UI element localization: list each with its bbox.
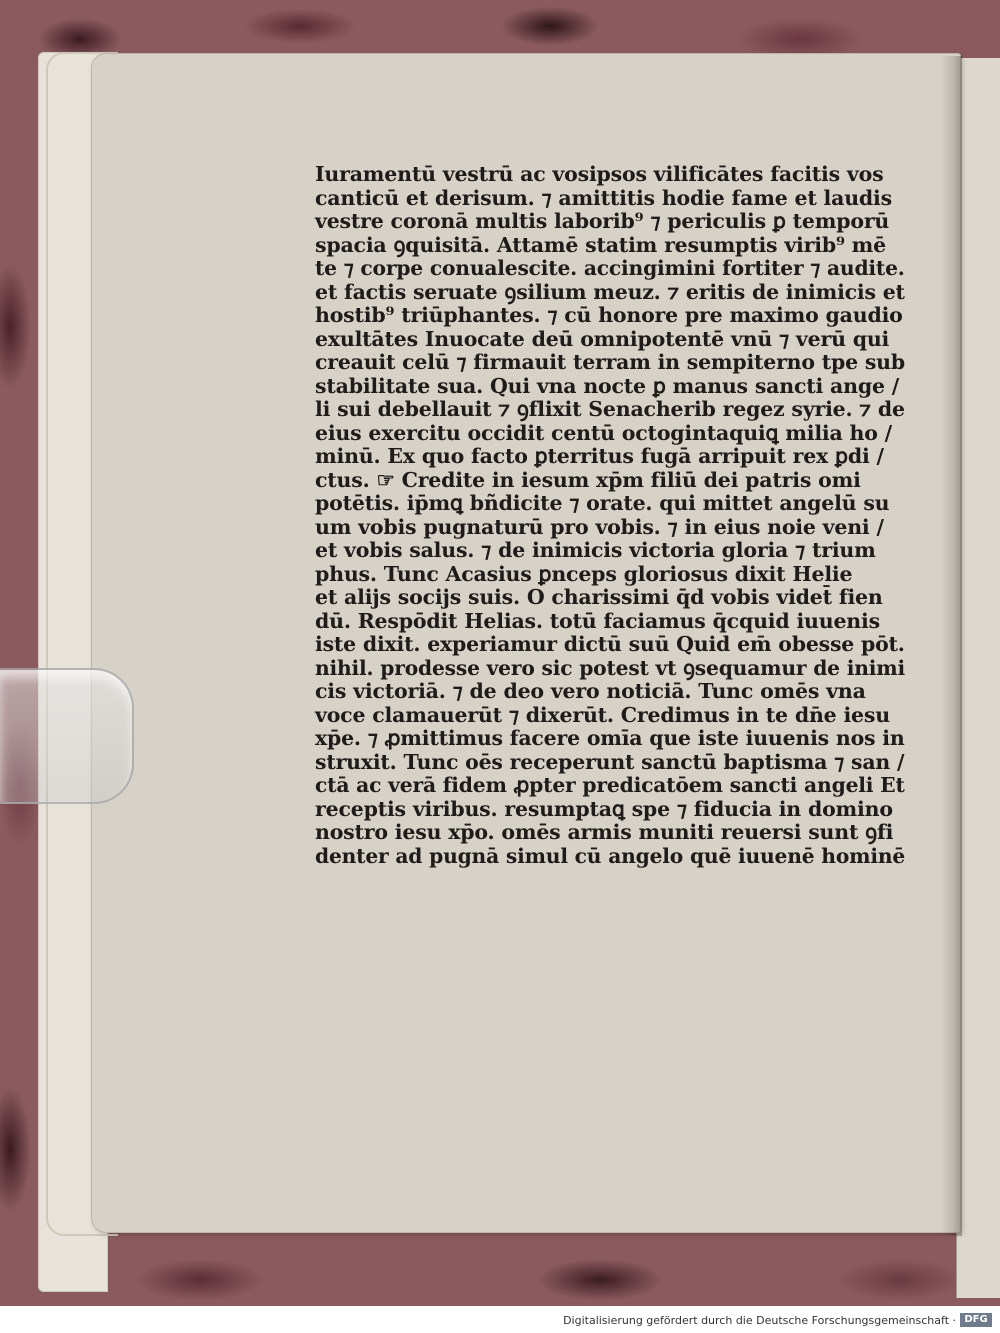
text-line: minū. Ex quo facto ꝑterritus fugā arripuit rex ꝑdi / (315, 444, 884, 468)
text-line: hostib⁹ triūphantes. ⁊ cū honore pre maximo gaudio (315, 303, 903, 327)
text-line: receptis viribus. resumptaꝗ spe ⁊ fiducia in domino (315, 796, 893, 821)
text-line: nostro iesu xp̄o. omēs armis muniti reuersi sunt ꝯfi (315, 820, 894, 844)
text-line: ctus. ☞ Credite in iesum xp̄m filiū dei patris omi (315, 467, 861, 492)
text-line: te ⁊ corpe conualescite. accingimini fortiter ⁊ audite. (315, 256, 905, 280)
text-line: creauit celū ⁊ firmauit terram in sempiterno tpe sub (315, 350, 905, 374)
text-line: um vobis pugnaturū pro vobis. ⁊ in eius noie veni / (315, 514, 884, 539)
text-line: et vobis salus. ⁊ de inimicis victoria gloria ⁊ trium (315, 538, 876, 562)
text-line: exultātes Inuocate deū omnipotentē vnū ⁊ verū qui (315, 326, 890, 351)
funding-credit: Digitalisierung gefördert durch die Deutsche Forschungsgemeinschaft · (563, 1314, 956, 1327)
text-line: nihil. prodesse vero sic potest vt ꝯsequamur de inimi (315, 655, 905, 680)
text-line: canticū et derisum. ⁊ amittitis hodie fame et laudis (315, 185, 892, 210)
text-line: struxit. Tunc oēs receperunt sanctū baptisma ⁊ san / (315, 749, 905, 774)
blackletter-text-block (315, 163, 905, 868)
text-line: voce clamauerūt ⁊ dixerūt. Credimus in te dn̄e iesu (315, 702, 890, 727)
text-line: et factis seruate ꝯsilium meuz. ⁊ eritis de inimicis et (315, 279, 905, 304)
dfg-logo: DFG (960, 1313, 992, 1327)
text-line: et alijs socijs suis. O charissimi q̄d vobis videt̄ fien (315, 585, 883, 609)
text-line: phus. Tunc Acasius ꝑnceps gloriosus dixit Helie (315, 561, 853, 586)
text-line: li sui debellauit ⁊ ꝯflixit Senacherib regez syrie. ⁊ de (315, 397, 905, 421)
text-line: eius exercitu occidit centū octogintaquiꝗ milia ho / (315, 420, 892, 445)
text-line: vestre coronā multis laborib⁹ ⁊ periculis ꝑ temporū (315, 209, 890, 233)
text-line: spacia ꝯquisitā. Attamē statim resumptis virib⁹ mē (315, 232, 886, 257)
text-line: ctā ac verā fidem ꝓpter predicatōem sancti angeli Et (315, 773, 905, 797)
text-line: potētis. ip̄mꝗ bñdicite ⁊ orate. qui mittet angelū su (315, 491, 890, 515)
text-line: iste dixit. experiamur dictū suū Quid em̄ obesse pōt. (315, 632, 905, 656)
plastic-page-clip (0, 668, 134, 804)
text-line: xp̄e. ⁊ ꝓmittimus facere omīa que iste iuuenis nos in (315, 726, 905, 750)
text-line: denter ad pugnā simul cū angelo quē iuuenē hominē (315, 843, 906, 868)
text-line: cis victoriā. ⁊ de deo vero noticiā. Tunc omēs vna (315, 679, 866, 703)
gutter-shadow (940, 56, 962, 1236)
text-line: dū. Respōdit Helias. totū faciamus q̄cquid iuuenis (315, 608, 880, 633)
footer-bar (0, 1306, 1000, 1333)
text-line: stabilitate sua. Qui vna nocte ꝑ manus sancti ange / (315, 373, 900, 398)
facing-page-edge (956, 58, 1000, 1298)
text-line: Iuramentū vestrū ac vosipsos vilificātes facitis vos (315, 162, 884, 186)
